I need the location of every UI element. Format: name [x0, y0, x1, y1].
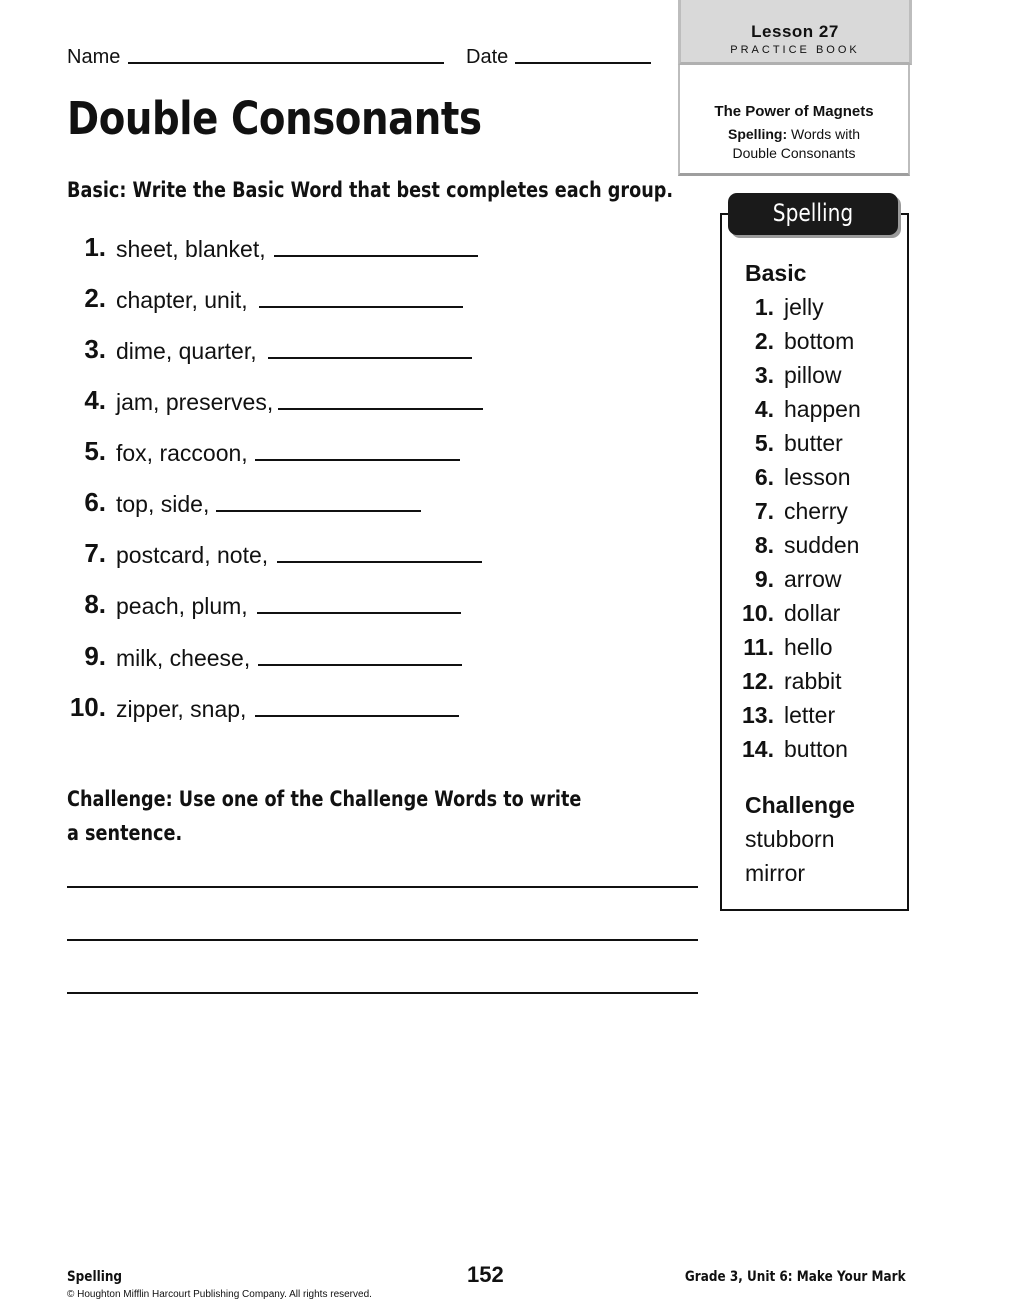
answer-blank[interactable]	[257, 612, 461, 614]
word-number: 3.	[754, 362, 774, 388]
word-number: 1.	[754, 294, 774, 320]
practice-book-label: PRACTICE BOOK	[730, 44, 860, 56]
answer-blank[interactable]	[278, 408, 483, 410]
word-text: cherry	[784, 498, 848, 524]
spelling-words-title: Spelling Words	[772, 199, 854, 267]
name-label: Name	[67, 46, 121, 68]
lesson-header	[678, 0, 912, 65]
spelling-topic-line1: Words with	[791, 126, 860, 142]
date-line	[515, 62, 651, 64]
word-text: rabbit	[784, 668, 842, 694]
basic-word	[740, 464, 900, 494]
challenge-instruction-line2: a sentence.	[67, 821, 183, 845]
story-title: The Power of Magnets	[714, 103, 874, 120]
basic-word	[740, 668, 900, 698]
word-text: jelly	[784, 294, 824, 320]
date-label: Date	[466, 46, 509, 68]
basic-instruction: Basic: Write the Basic Word that best completes each group.	[67, 178, 674, 202]
challenge-word: mirror	[745, 860, 806, 886]
word-number: 2.	[754, 328, 774, 354]
basic-word	[740, 736, 900, 766]
item-number: 2.	[84, 283, 106, 313]
word-text: butter	[784, 430, 843, 456]
word-number: 4.	[754, 396, 774, 422]
sentence-line-1[interactable]	[67, 886, 698, 888]
word-text: button	[784, 736, 848, 762]
spelling-words-tab	[728, 193, 898, 267]
word-number: 9.	[754, 566, 774, 592]
spelling-topic	[680, 125, 908, 163]
basic-word	[740, 532, 900, 562]
word-text: sudden	[784, 532, 860, 558]
basic-word	[740, 362, 900, 392]
word-text: pillow	[784, 362, 842, 388]
basic-word	[740, 600, 900, 630]
item-number: 10.	[69, 692, 106, 722]
basic-word	[740, 430, 900, 460]
basic-word	[740, 702, 900, 732]
item-clue: zipper, snap,	[116, 696, 247, 722]
word-text: happen	[784, 396, 861, 422]
basic-word	[740, 396, 900, 426]
word-number: 8.	[754, 532, 774, 558]
sentence-line-3[interactable]	[67, 992, 698, 994]
lesson-number: Lesson 27	[751, 22, 839, 41]
challenge-instruction-line1: Challenge: Use one of the Challenge Words to write	[67, 787, 582, 811]
word-number: 10.	[742, 600, 774, 626]
word-number: 6.	[754, 464, 774, 490]
name-line	[128, 62, 444, 64]
item-clue: sheet, blanket,	[116, 236, 266, 262]
item-clue: fox, raccoon,	[116, 440, 248, 466]
sentence-line-2[interactable]	[67, 939, 698, 941]
footer-copyright: © Houghton Mifflin Harcourt Publishing Company. All rights reserved.	[67, 1289, 372, 1300]
answer-blank[interactable]	[259, 306, 463, 308]
basic-word	[740, 294, 900, 324]
item-clue: dime, quarter,	[116, 338, 257, 364]
item-clue: milk, cheese,	[116, 645, 251, 671]
basic-word	[740, 498, 900, 528]
answer-blank[interactable]	[258, 664, 462, 666]
answer-blank[interactable]	[255, 459, 460, 461]
word-number: 14.	[742, 736, 774, 762]
spelling-topic-line2: Double Consonants	[732, 145, 856, 161]
footer-subject: Spelling	[67, 1269, 123, 1285]
item-clue: peach, plum,	[116, 593, 248, 619]
page-title: Double Consonants	[67, 92, 482, 145]
word-number: 12.	[742, 668, 774, 694]
challenge-word: stubborn	[745, 826, 835, 852]
answer-blank[interactable]	[274, 255, 478, 257]
item-number: 1.	[84, 232, 106, 262]
item-number: 7.	[84, 538, 106, 568]
page-number: 152	[467, 1262, 504, 1287]
story-info	[678, 65, 910, 176]
basic-word	[740, 566, 900, 596]
word-text: letter	[784, 702, 836, 728]
word-text: bottom	[784, 328, 855, 354]
word-number: 11.	[743, 634, 774, 660]
item-number: 9.	[84, 641, 106, 671]
footer-grade-unit: Grade 3, Unit 6: Make Your Mark	[685, 1269, 906, 1285]
answer-blank[interactable]	[255, 715, 459, 717]
item-number: 5.	[84, 436, 106, 466]
answer-blank[interactable]	[277, 561, 482, 563]
item-clue: chapter, unit,	[116, 287, 248, 313]
item-number: 6.	[84, 487, 106, 517]
item-number: 8.	[84, 589, 106, 619]
basic-word	[740, 634, 900, 664]
word-number: 7.	[754, 498, 774, 524]
word-number: 13.	[742, 702, 774, 728]
item-clue: jam, preserves,	[116, 389, 274, 415]
spelling-label: Spelling:	[728, 126, 788, 142]
basic-word	[740, 328, 900, 358]
word-text: hello	[784, 634, 833, 660]
item-number: 3.	[84, 334, 106, 364]
word-text: lesson	[784, 464, 851, 490]
word-text: arrow	[784, 566, 842, 592]
answer-blank[interactable]	[216, 510, 421, 512]
challenge-heading: Challenge	[745, 792, 855, 818]
word-number: 5.	[754, 430, 774, 456]
answer-blank[interactable]	[268, 357, 472, 359]
item-clue: top, side,	[116, 491, 210, 517]
item-clue: postcard, note,	[116, 542, 269, 568]
item-number: 4.	[84, 385, 106, 415]
basic-heading: Basic	[745, 260, 807, 286]
word-text: dollar	[784, 600, 841, 626]
